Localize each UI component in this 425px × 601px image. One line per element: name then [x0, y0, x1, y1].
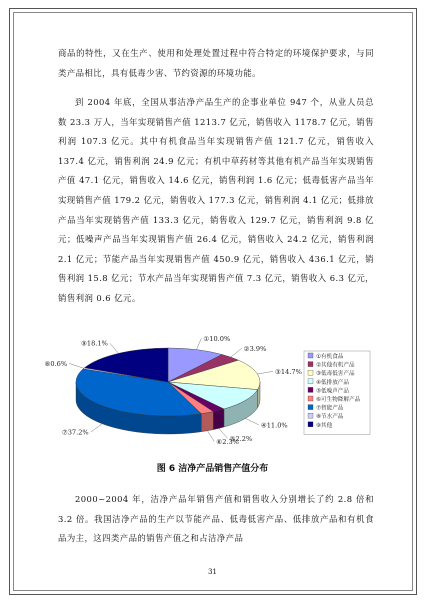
slice-value-label: ⑨18.1% — [80, 339, 108, 348]
slice-leader-line — [245, 418, 258, 424]
pie-chart-svg — [44, 330, 374, 454]
slice-value-label: ⑥2.3% — [216, 438, 239, 447]
legend-swatch — [308, 422, 313, 427]
slice-leader-line — [231, 348, 242, 357]
slice-value-label: ④11.0% — [260, 421, 288, 430]
legend-label: ⑦智能产品 — [316, 405, 344, 412]
slice-leader-line — [257, 371, 273, 374]
legend-swatch — [308, 370, 313, 375]
legend-label: ⑨其他 — [316, 422, 333, 429]
legend-label: ①有机食品 — [316, 354, 344, 360]
page-number: 31 — [208, 568, 217, 576]
paragraph-top: 商品的特性，又在生产、使用和处理处置过程中符合特定的环境保护要求，与同类产品相比，具有低毒少害、节约资源的环境功能。 — [58, 48, 374, 78]
legend-swatch — [308, 413, 313, 418]
slice-leader-line — [69, 363, 84, 368]
pie-chart — [44, 330, 374, 454]
legend-label: ④低排放产品 — [316, 379, 349, 386]
legend-label: ⑥可生物降解产品 — [316, 397, 361, 403]
pie-slice-side — [213, 409, 224, 430]
paragraph-bottom: 2000~2004 年，洁净产品年销售产值和销售收入分别增长了约 2.8 倍和 3.2 倍。我国洁净产品的生产以节能产品、低毒低害产品、低排放产品和有机食品为主，这四类产品的销售产值之和占洁净产品 — [58, 494, 374, 544]
slice-value-label: ⑧0.6% — [44, 359, 68, 368]
legend-swatch — [308, 396, 313, 401]
legend-label: ③低毒低害产品 — [316, 371, 355, 378]
slice-value-label: ③14.7% — [275, 367, 302, 376]
slice-leader-line — [207, 431, 214, 442]
legend-swatch — [308, 387, 313, 392]
pie-slice-side — [201, 412, 213, 432]
legend-label: ②其他有机产品 — [316, 362, 355, 369]
slice-value-label: ①10.0% — [203, 334, 231, 343]
legend-swatch — [308, 379, 313, 384]
paragraph-main: 到 2004 年底，全国从事洁净产品生产的企事业单位 947 个，从业人员总数 23.3 万人，当年实现销售产值 1213.7 亿元，销售收入 1178.7 亿元，销售利润 107.3 亿元。其中有机食品当年实现销售产值 121.7 亿元，销售收入 137.4 亿元，销售利润 24.9 亿元；有机中草药材等其他有机产品当年实现销售产值 47.1 亿元，销售收入 14.6 亿元，销售利润 1.6 亿元；低毒低害产品当年实现销售产值 179.2 亿元，销售收入 177.3 亿元，销售利润 4.1 亿元；低排放产品当年实现销售产值 133.3 亿元，销售收入 129.7 亿元，销售利润 9.8 亿元；低噪声产品当年实现销售产值 26.4 亿元，销售收入 24.2 亿元，销售利润 2.1 亿元；节能产品当年实现销售产值 450.9 亿元，销售收入 436.1 亿元，销售利润 15.8 亿元；节水产品当年实现销售产值 7.3 亿元，销售收入 6.3 亿元，销售利润 0.6 亿元。 — [58, 97, 374, 303]
legend-swatch — [308, 405, 313, 410]
slice-value-label: ②3.9% — [243, 344, 267, 353]
slice-leader-line — [219, 428, 228, 438]
legend-swatch — [308, 362, 313, 367]
figure-caption: 图 6 洁净产品销售产值分布 — [156, 464, 269, 474]
slice-leader-line — [91, 424, 102, 432]
legend-swatch — [308, 353, 313, 358]
slice-leader-line — [196, 338, 201, 349]
slice-value-label: ⑤2.2% — [229, 434, 253, 443]
legend-label: ⑧节水产品 — [316, 414, 344, 421]
slice-leader-line — [110, 343, 119, 353]
slice-value-label: ⑦37.2% — [61, 428, 89, 437]
legend-label: ⑤低噪声产品 — [316, 388, 349, 395]
